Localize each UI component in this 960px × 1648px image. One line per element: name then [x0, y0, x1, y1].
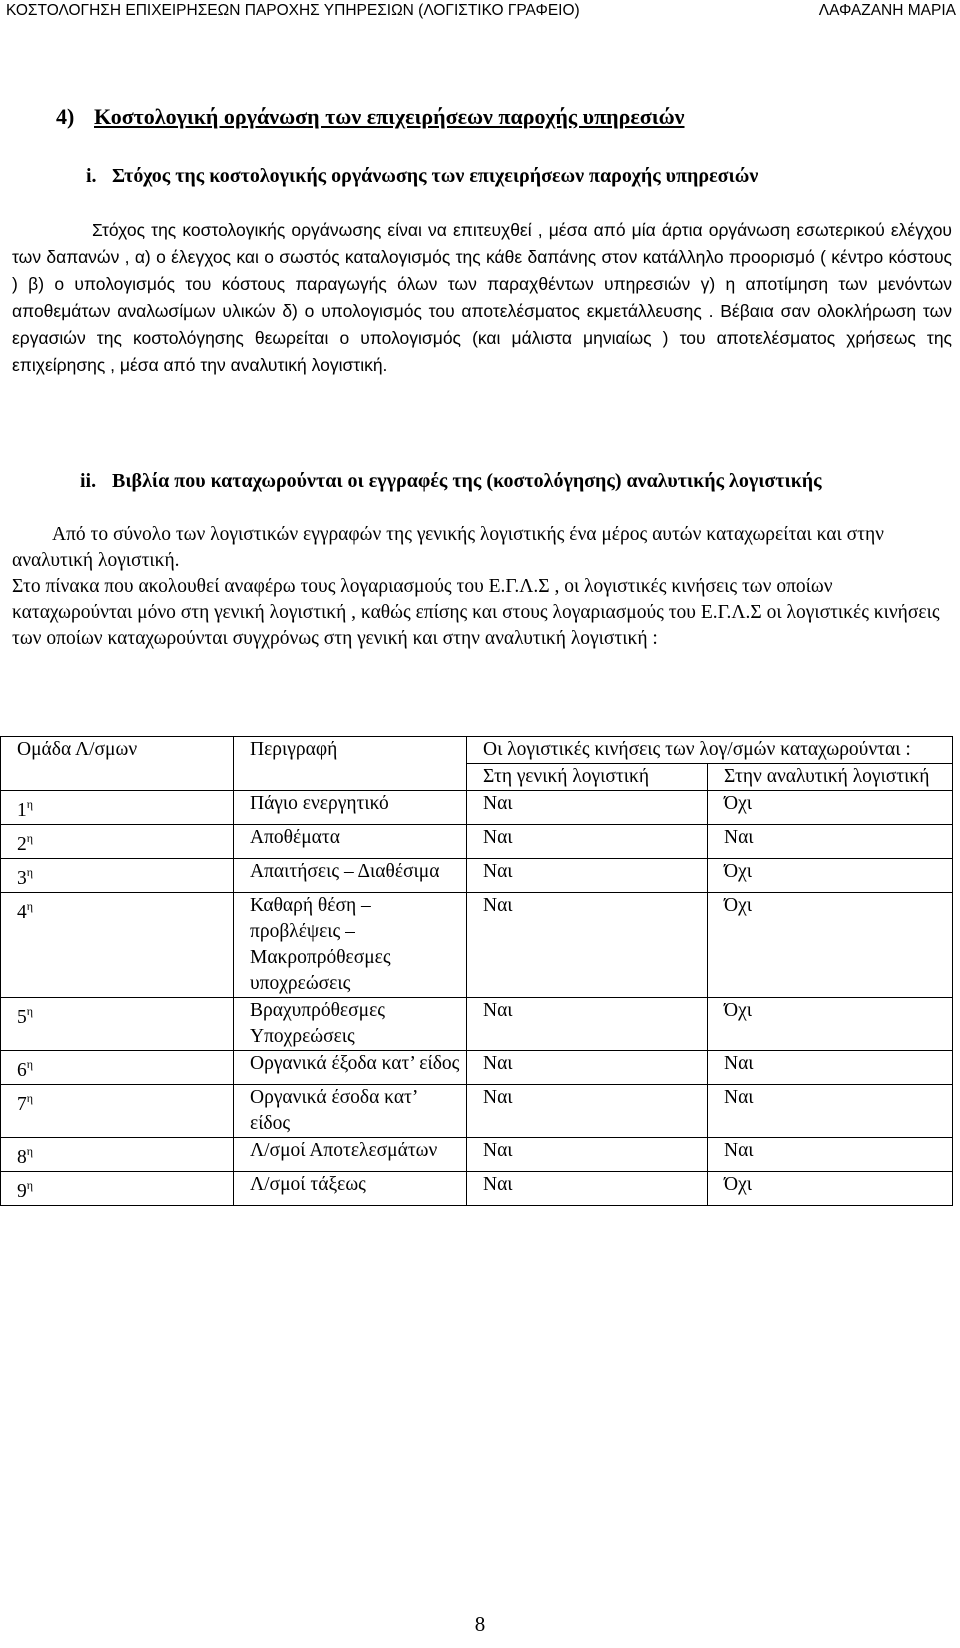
general-cell: Ναι — [467, 859, 708, 893]
group-ordinal-suffix: η — [26, 1004, 34, 1018]
table-row — [1, 1051, 953, 1085]
description-cell: Οργανικά έσοδα κατ’ είδος — [234, 1085, 467, 1138]
analytical-cell: Όχι — [708, 791, 953, 825]
general-cell: Ναι — [467, 893, 708, 998]
analytical-cell: Ναι — [708, 825, 953, 859]
analytical-cell: Όχι — [708, 998, 953, 1051]
group-number: 9 — [17, 1181, 27, 1202]
table-row — [1, 825, 953, 859]
subsection-i-number: i. — [86, 165, 97, 187]
subsection-ii-paragraph-2: Στο πίνακα που ακολουθεί αναφέρω τους λογαριασμούς του Ε.Γ.Λ.Σ , οι λογιστικές κινήσεις των οποίων καταχωρούνται μόνο στη γενική λογιστική , καθώς επίσης και στους λογαριασμούς του Ε.Γ.Λ.Σ οι λογιστικές κινήσεις των οποίων καταχωρούνται συγχρόνως στη γενική και στην αναλυτική λογιστική : — [12, 576, 940, 649]
description-cell: Πάγιο ενεργητικό — [234, 791, 467, 825]
group-number: 4 — [17, 902, 27, 923]
header-description: Περιγραφή — [234, 737, 467, 791]
group-cell — [1, 859, 234, 893]
header-general: Στη γενική λογιστική — [467, 764, 708, 791]
group-ordinal-suffix: η — [26, 1057, 34, 1071]
analytical-cell: Ναι — [708, 1138, 953, 1172]
general-cell: Ναι — [467, 791, 708, 825]
group-number: 8 — [17, 1147, 27, 1168]
general-cell: Ναι — [467, 998, 708, 1051]
group-ordinal-suffix: η — [26, 865, 34, 879]
group-cell — [1, 1051, 234, 1085]
group-ordinal-suffix: η — [26, 899, 34, 913]
subsection-i-paragraph: Στόχος της κοστολογικής οργάνωσης είναι να επιτευχθεί , μέσα από μία άρτια οργάνωση εσωτερικού ελέγχου των δαπανών , α) ο έλεγχος και ο σωστός καταλογισμός της κάθε δαπάνης στον κατάλληλο προορισμό ( κέντρο κόστους ) β) ο υπολογισμός του κόστους παραγωγής όλων των παραχθέντων υπηρεσιών γ) η αποτίμηση των μενόντων αποθεμάτων αναλωσίμων υλικών δ) ο υπολογισμός του αποτελέσματος εκμετάλλευσης . Βέβαια σαν ολοκλήρωση των εργασιών της κοστολόγησης θεωρείται ο υπολογισμός (και μάλιστα μηνιαίως ) του αποτελέσματος χρήσεως της επιχείρησης , μέσα από την αναλυτική λογιστική. — [12, 220, 952, 375]
page-number: 8 — [474, 1612, 486, 1636]
group-cell — [1, 1085, 234, 1138]
subsection-ii-body — [12, 522, 952, 652]
description-cell: Λ/σμοί Αποτελεσμάτων — [234, 1138, 467, 1172]
group-ordinal-suffix: η — [26, 1144, 34, 1158]
group-ordinal-suffix: η — [26, 831, 34, 845]
subsection-ii-number: ii. — [80, 470, 97, 492]
general-cell: Ναι — [467, 1051, 708, 1085]
header-analytical: Στην αναλυτική λογιστική — [708, 764, 953, 791]
accounts-table — [0, 736, 953, 1206]
subsection-ii-heading — [80, 468, 880, 495]
group-ordinal-suffix: η — [26, 1178, 34, 1192]
group-number: 6 — [17, 1060, 27, 1081]
group-cell — [1, 791, 234, 825]
header-group: Ομάδα Λ/σμων — [1, 737, 234, 791]
subsection-i-title: Στόχος της κοστολογικής οργάνωσης των επιχειρήσεων παροχής υπηρεσιών — [112, 165, 759, 187]
table-header-row — [1, 737, 953, 764]
group-ordinal-suffix: η — [26, 797, 34, 811]
description-cell: Οργανικά έξοδα κατ’ είδος — [234, 1051, 467, 1085]
analytical-cell: Όχι — [708, 1172, 953, 1206]
group-number: 7 — [17, 1094, 27, 1115]
table-row — [1, 893, 953, 998]
general-cell: Ναι — [467, 1138, 708, 1172]
header-title: ΚΟΣΤΟΛΟΓΗΣΗ ΕΠΙΧΕΙΡΗΣΕΩΝ ΠΑΡΟΧΗΣ ΥΠΗΡΕΣΙΩΝ (ΛΟΓΙΣΤΙΚΟ ΓΡΑΦΕΙΟ) — [6, 2, 580, 19]
group-number: 1 — [17, 800, 27, 821]
header-movements: Οι λογιστικές κινήσεις των λογ/σμών καταχωρούνται : — [467, 737, 953, 764]
group-number: 2 — [17, 834, 27, 855]
group-cell — [1, 825, 234, 859]
group-ordinal-suffix: η — [26, 1091, 34, 1105]
analytical-cell: Ναι — [708, 1051, 953, 1085]
subsection-ii-title: Βιβλία που καταχωρούνται οι εγγραφές της (κοστολόγησης) αναλυτικής λογιστικής — [112, 470, 822, 492]
header-author: ΛΑΦΑΖΑΝΗ ΜΑΡΙΑ — [818, 2, 956, 19]
section-title: Κοστολογική οργάνωση των επιχειρήσεων παροχής υπηρεσιών — [94, 104, 685, 129]
description-cell: Βραχυπρόθεσμες Υποχρεώσεις — [234, 998, 467, 1051]
group-cell — [1, 1138, 234, 1172]
description-cell: Καθαρή θέση – προβλέψεις – Μακροπρόθεσμες υποχρεώσεις — [234, 893, 467, 998]
description-cell: Απαιτήσεις – Διαθέσιμα — [234, 859, 467, 893]
description-cell: Λ/σμοί τάξεως — [234, 1172, 467, 1206]
general-cell: Ναι — [467, 1172, 708, 1206]
description-cell: Αποθέματα — [234, 825, 467, 859]
table-row — [1, 1138, 953, 1172]
analytical-cell: Όχι — [708, 893, 953, 998]
group-number: 3 — [17, 868, 27, 889]
general-cell: Ναι — [467, 825, 708, 859]
table-row — [1, 1085, 953, 1138]
table-row — [1, 1172, 953, 1206]
general-cell: Ναι — [467, 1085, 708, 1138]
group-cell — [1, 1172, 234, 1206]
table-row — [1, 791, 953, 825]
section-heading — [56, 104, 685, 130]
group-cell — [1, 998, 234, 1051]
section-number: 4) — [56, 104, 75, 129]
subsection-ii-paragraph-1: Από το σύνολο των λογιστικών εγγραφών της γενικής λογιστικής ένα μέρος αυτών καταχωρείται και στην αναλυτική λογιστική. — [12, 524, 884, 571]
table-row — [1, 998, 953, 1051]
analytical-cell: Ναι — [708, 1085, 953, 1138]
table-row — [1, 859, 953, 893]
group-number: 5 — [17, 1007, 27, 1028]
subsection-i-heading — [86, 165, 758, 188]
analytical-cell: Όχι — [708, 859, 953, 893]
running-header — [0, 0, 960, 26]
group-cell — [1, 893, 234, 998]
